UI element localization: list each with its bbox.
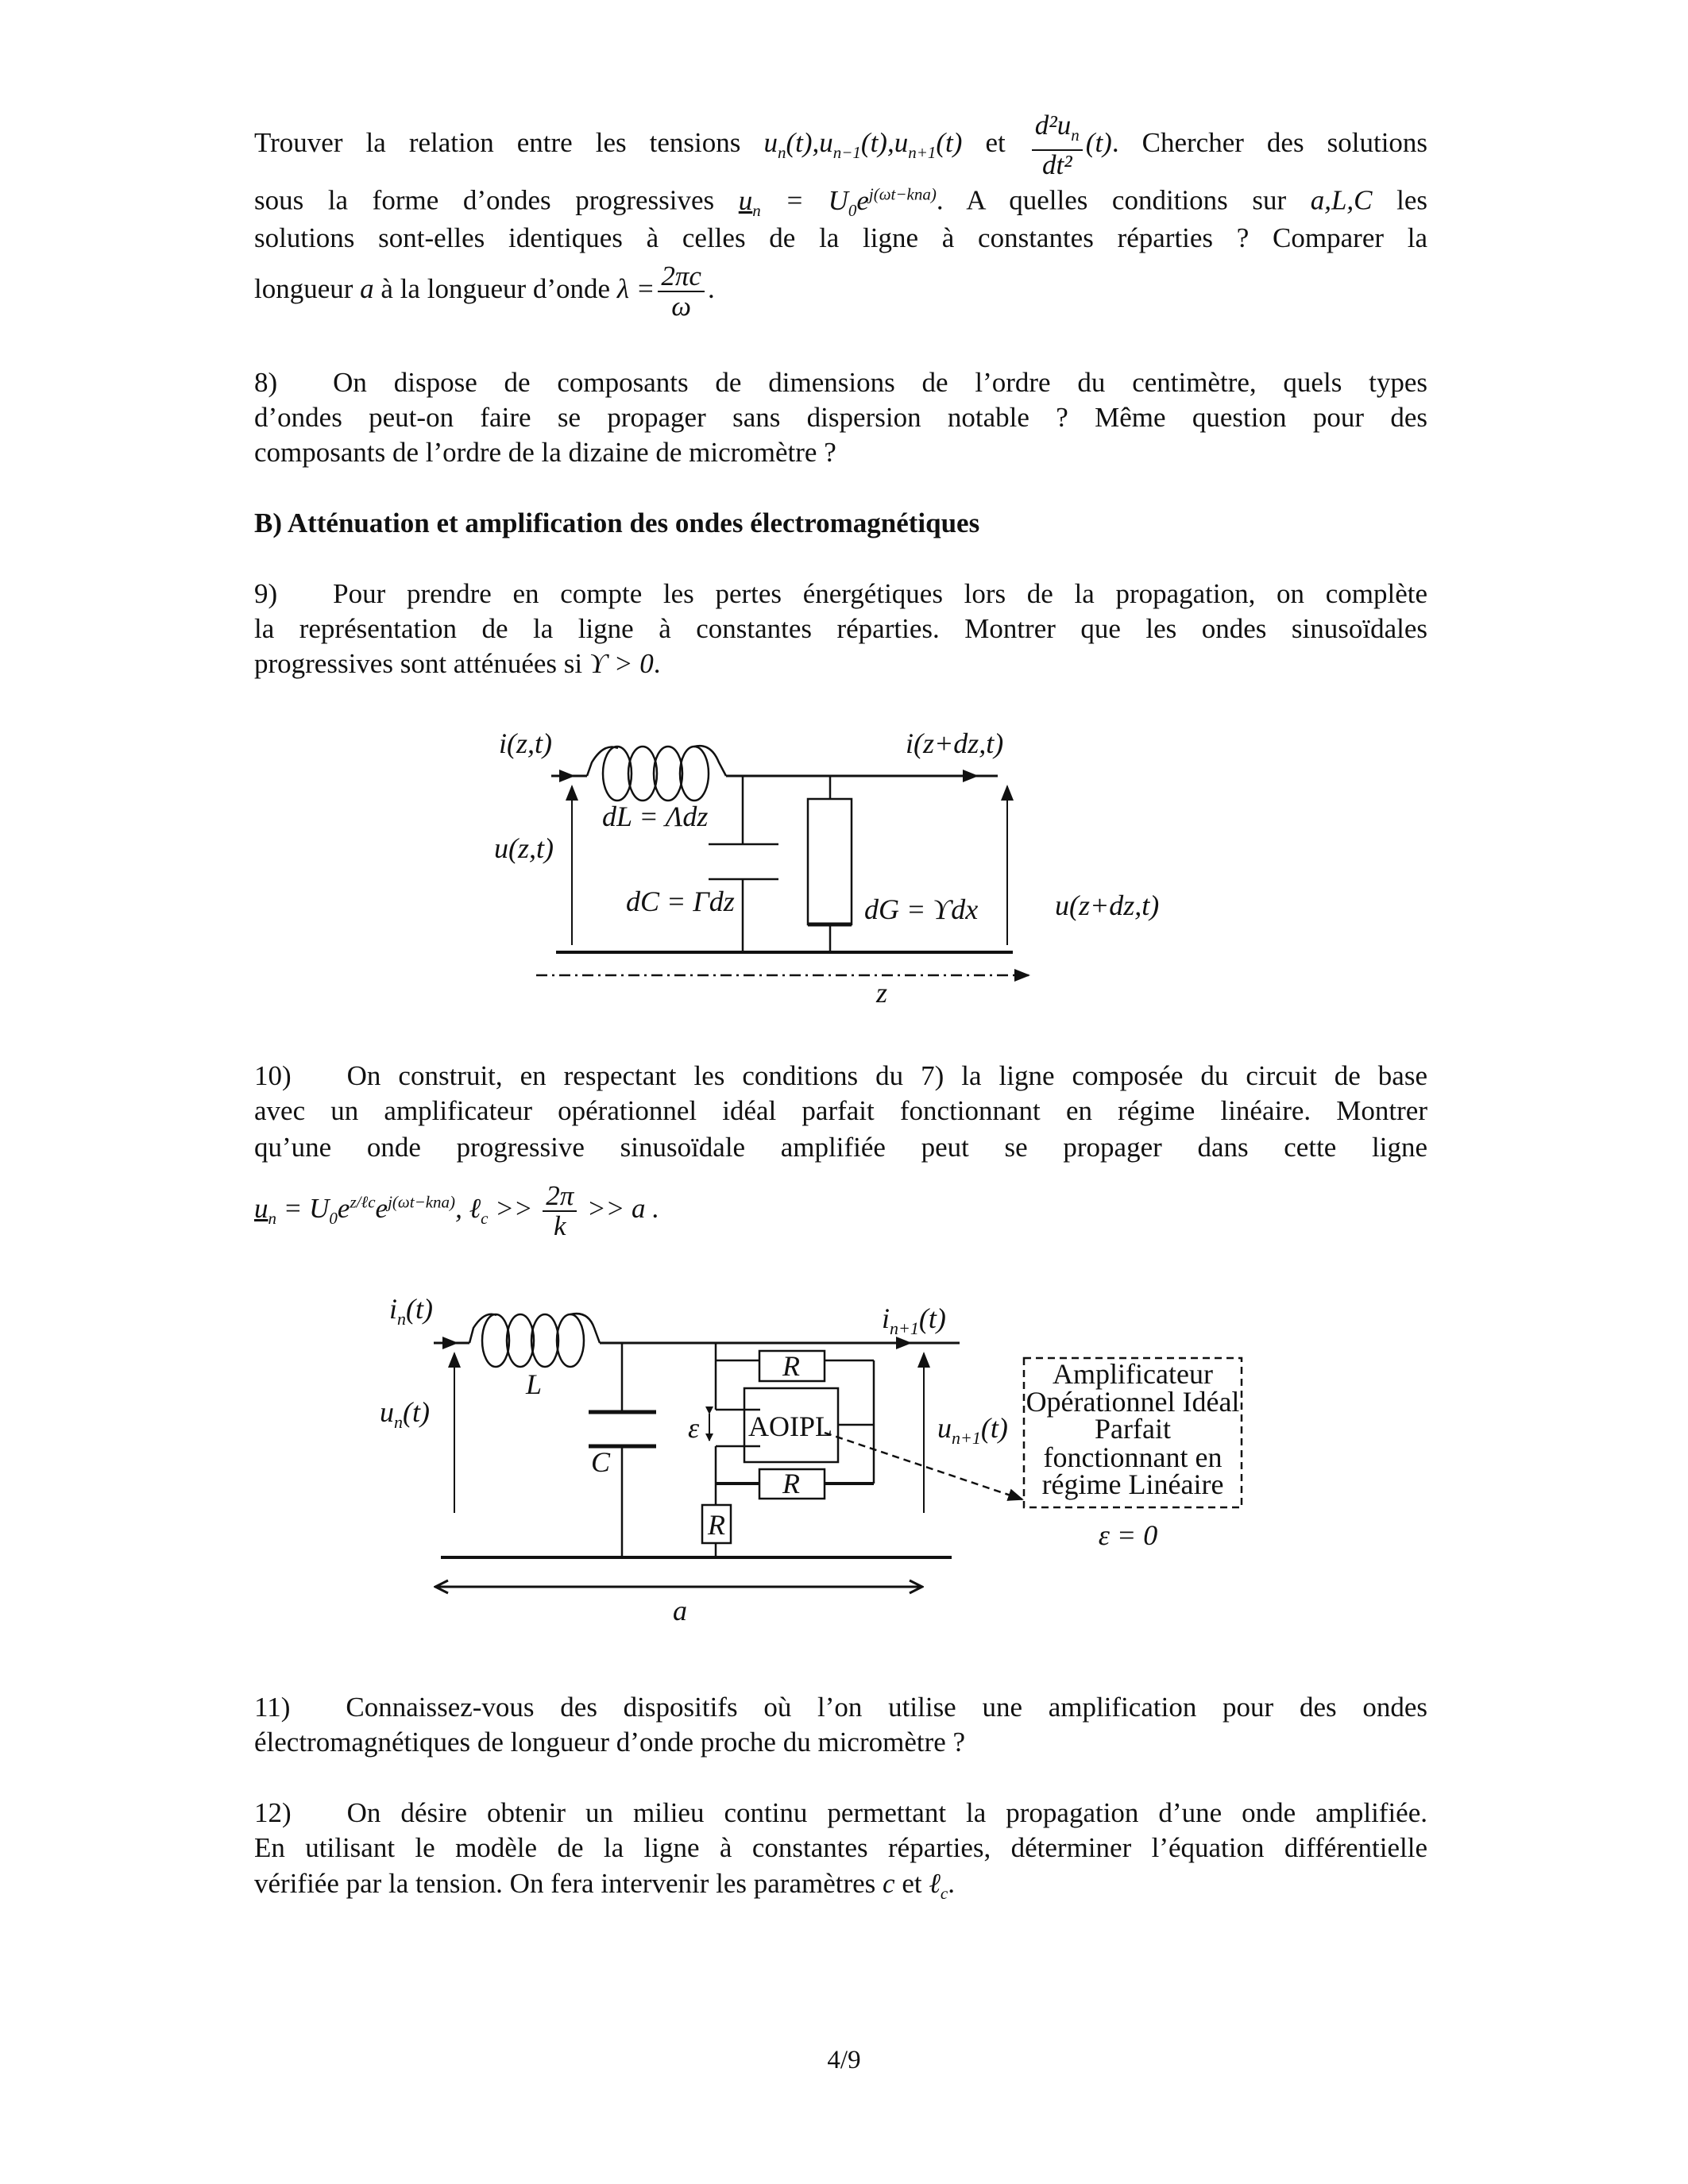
label-u-n: $u_n(t)$ bbox=[380, 1396, 430, 1432]
q12-line-3: vérifiée par la tension. On fera intervenir les paramètres c et ℓ$_c$. bbox=[254, 1868, 955, 1903]
text: vérifiée par la tension. On fera intervenir les paramètres bbox=[254, 1868, 876, 1899]
label-i-out: i(z+dz,t) bbox=[906, 727, 1004, 759]
label-R-top: R bbox=[782, 1350, 800, 1382]
q8-line-3: composants de l’ordre de la dizaine de micromètre ? bbox=[254, 437, 836, 468]
q8-line-1: 8) On dispose de composants de dimensions de l’ordre du centimètre, quels types bbox=[254, 367, 1427, 398]
inductor-coil bbox=[469, 1314, 600, 1367]
q9-line-2: la représentation de la ligne à constantes réparties. Montrer que les ondes sinusoïdales bbox=[254, 613, 1427, 644]
q7-line-4: longueur a à la longueur d’onde λ = $\frac{2\pi c}{\omega}$ . bbox=[254, 260, 715, 322]
q10-line-3: qu’une onde progressive sinusoïdale amplifiée peut se propager dans cette ligne bbox=[254, 1132, 1427, 1163]
label-epsilon: ε bbox=[688, 1412, 700, 1444]
label-dG: dG = ϒdx bbox=[864, 893, 979, 925]
label-C: C bbox=[591, 1446, 611, 1478]
label-i-n: $i_n(t)$ bbox=[389, 1293, 433, 1329]
math-var: a bbox=[360, 273, 374, 305]
wavelength-eq: λ = $\frac{2\pi c}{\omega}$ bbox=[617, 273, 708, 304]
math-un-set: $u_n(t),u_{n-1}(t),u_{n+1}(t)$ bbox=[763, 127, 963, 163]
text: sous la forme d’ondes progressives bbox=[254, 184, 715, 216]
progressive-wave-eq: $u_n = U_0e^{j(\omega t-kna)}$ bbox=[738, 184, 937, 220]
label-L: L bbox=[526, 1368, 543, 1400]
math-lc: ℓ$_c$ bbox=[929, 1868, 948, 1903]
note-line: Amplificateur bbox=[1053, 1358, 1213, 1390]
text: et bbox=[985, 127, 1006, 159]
label-i-n1: $i_{n+1}(t)$ bbox=[882, 1302, 946, 1338]
text: . Chercher des solutions bbox=[1111, 127, 1428, 159]
label-dL: dL = Λdz bbox=[602, 801, 709, 832]
label-a: a bbox=[673, 1595, 687, 1626]
label-i-in: i(z,t) bbox=[499, 727, 552, 759]
note-line: Parfait bbox=[1095, 1413, 1171, 1445]
note-line: fonctionnant en bbox=[1043, 1441, 1223, 1473]
inductor-coil bbox=[587, 746, 726, 801]
q9-line-3: progressives sont atténuées si ϒ > 0. bbox=[254, 648, 661, 679]
q12-line-1: 12) On désire obtenir un milieu continu permettant la propagation d’une onde amplifiée. bbox=[254, 1797, 1427, 1828]
text: . A quelles conditions sur bbox=[936, 184, 1287, 216]
page-number: 4/9 bbox=[827, 2046, 861, 2074]
label-u-n1: $u_{n+1}(t)$ bbox=[937, 1412, 1008, 1448]
label-dC: dC = Γdz bbox=[626, 886, 735, 917]
lossy-line-labels bbox=[494, 727, 1159, 1009]
label-aoipl: AOIPL bbox=[748, 1410, 832, 1442]
text: progressives sont atténuées si bbox=[254, 648, 583, 679]
q10-line-1: 10) On construit, en respectant les conditions du 7) la ligne composée du circuit de base bbox=[254, 1060, 1427, 1091]
text: les bbox=[1396, 184, 1428, 216]
conductance-resistor bbox=[808, 776, 852, 952]
q8-line-2: d’ondes peut-on faire se propager sans dispersion notable ? Même question pour des bbox=[254, 402, 1427, 433]
label-u-in: u(z,t) bbox=[494, 832, 554, 864]
text: et bbox=[902, 1868, 922, 1899]
math-var: c bbox=[883, 1868, 895, 1899]
q7-line-3: solutions sont-elles identiques à celles de la ligne à constantes réparties ? Comparer la bbox=[254, 222, 1427, 253]
text: Trouver la relation entre les tensions bbox=[254, 127, 741, 159]
q11-line-2: électromagnétiques de longueur d’onde proche du micromètre ? bbox=[254, 1727, 966, 1758]
q10-line-2: avec un amplificateur opérationnel idéal parfait fonctionnant en régime linéaire. Montrer bbox=[254, 1095, 1427, 1126]
text: à la longueur d’onde bbox=[380, 273, 611, 305]
math-vars: a,L,C bbox=[1310, 184, 1373, 216]
lossy-line-diagram bbox=[536, 746, 1029, 975]
q9-line-1: 9) Pour prendre en compte les pertes énergétiques lors de la propagation, on complète bbox=[254, 578, 1427, 609]
note-line: régime Linéaire bbox=[1041, 1468, 1224, 1500]
amplified-wave-eq: $u_n = U_0e^{z/\ell c}e^{j(\omega t-kna)}$, ℓ$_c$ >> $\frac{2\pi}{k}$ >> a . bbox=[254, 1180, 660, 1241]
section-heading: B) Atténuation et amplification des ondes électromagnétiques bbox=[254, 507, 980, 538]
math: ϒ > 0 bbox=[589, 648, 654, 679]
q12-line-2: En utilisant le modèle de la ligne à constantes réparties, déterminer l’équation différentielle bbox=[254, 1832, 1427, 1863]
q11-line-1: 11) Connaissez-vous des dispositifs où l’on utilise une amplification pour des ondes bbox=[254, 1692, 1427, 1723]
capacitor bbox=[709, 776, 778, 952]
label-z: z bbox=[876, 977, 888, 1009]
text: longueur bbox=[254, 273, 353, 305]
label-u-out: u(z+dz,t) bbox=[1055, 889, 1160, 921]
second-derivative: $\frac{d^2u_n}{\text{dt²}}$ (t) bbox=[1029, 127, 1112, 158]
label-R-ground: R bbox=[708, 1509, 725, 1541]
label-epsilon-zero: ε = 0 bbox=[1098, 1519, 1158, 1551]
note-line: Opérationnel Idéal bbox=[1026, 1386, 1240, 1418]
label-R-bottom: R bbox=[782, 1468, 800, 1499]
